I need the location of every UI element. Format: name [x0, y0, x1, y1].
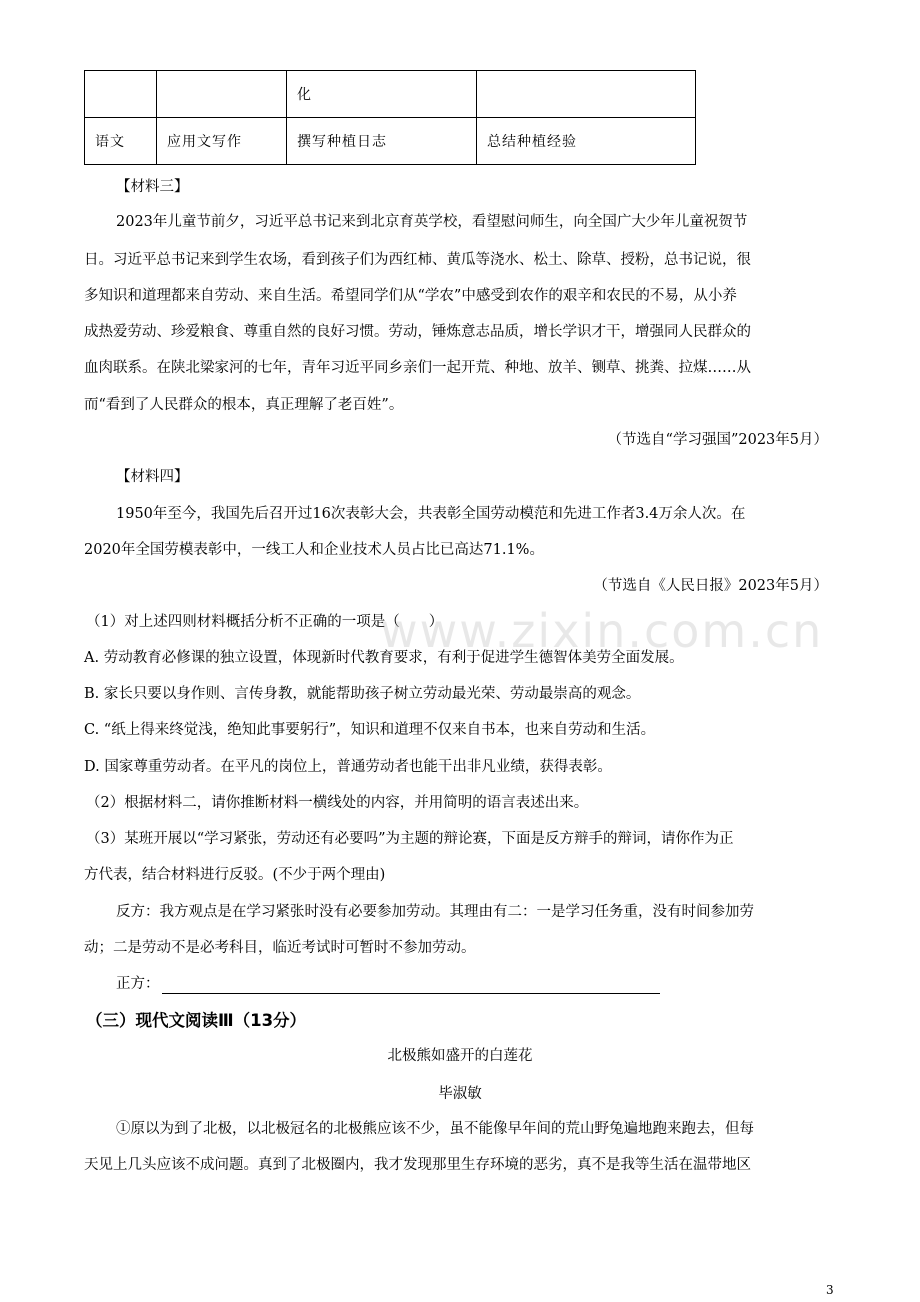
- option-b: B. 家长只要以身作则、言传身教，就能帮助孩子树立劳动最光荣、劳动最崇高的观念。: [84, 686, 641, 702]
- answer-line: [116, 974, 660, 994]
- material3-line: 成热爱劳动、珍爱粮食、尊重自然的良好习惯。劳动，锤炼意志品质，增长学识才干，增强同人民群众的: [84, 324, 751, 340]
- material3-line: 日。习近平总书记来到学生农场，看到孩子们为西红柿、黄瓜等浇水、松土、除草、授粉，总书记说，很: [84, 252, 751, 268]
- question-3: 方代表，结合材料进行反驳。(不少于两个理由): [84, 867, 386, 883]
- material4-line: 1950年至今，我国先后召开过16次表彰大会，共表彰全国劳动模范和先进工作者3.4万余人次。在: [116, 506, 746, 522]
- table-cell: [477, 71, 696, 118]
- article-title: 北极熊如盛开的白莲花: [387, 1048, 533, 1064]
- page-number: 3: [826, 1283, 834, 1297]
- table-cell: 总结种植经验: [477, 118, 696, 165]
- table-cell: 化: [287, 71, 477, 118]
- article-line: ①原以为到了北极，以北极冠名的北极熊应该不少，虽不能像早年间的荒山野兔遍地跑来跑去，但每: [116, 1121, 754, 1137]
- table-cell: 撰写种植日志: [287, 118, 477, 165]
- material4-line: 2020年全国劳模表彰中，一线工人和企业技术人员占比已高达71.1%。: [84, 542, 544, 558]
- question-1: （1）对上述四则材料概括分析不正确的一项是（ ）: [86, 614, 444, 630]
- rebuttal-line: 动；二是劳动不是必考科目，临近考试时可暂时不参加劳动。: [84, 940, 476, 956]
- table-row: [85, 118, 696, 165]
- question-2: （2）根据材料二，请你推断材料一横线处的内容，并用简明的语言表述出来。: [86, 795, 589, 811]
- article-author: 毕淑敏: [438, 1086, 482, 1102]
- watermark: www.zixin.com.cn: [380, 604, 824, 658]
- table-row: [85, 71, 696, 118]
- option-d: D. 国家尊重劳动者。在平凡的岗位上，普通劳动者也能干出非凡业绩，获得表彰。: [84, 759, 612, 775]
- question-3: （3）某班开展以“学习紧张，劳动还有必要吗”为主题的辩论赛，下面是反方辩手的辩词，请你作为正: [86, 831, 734, 847]
- table-cell: 应用文写作: [157, 118, 287, 165]
- material3-source: （节选自“学习强国”2023年5月）: [607, 432, 828, 448]
- material4-title: 【材料四】: [116, 469, 189, 485]
- material4-source: （节选自《人民日报》2023年5月）: [593, 578, 828, 594]
- section-heading: （三）现代文阅读Ⅲ（13分）: [86, 1011, 307, 1030]
- material3-line: 血肉联系。在陕北梁家河的七年，青年习近平同乡亲们一起开荒、种地、放羊、铡草、挑粪、拉煤……从: [84, 360, 751, 376]
- table-cell: [85, 71, 157, 118]
- material3-title: 【材料三】: [116, 179, 189, 195]
- table-cell: [157, 71, 287, 118]
- material3-line: 多知识和道理都来自劳动、来自生活。希望同学们从“学农”中感受到农作的艰辛和农民的不易，从小养: [84, 288, 737, 304]
- article-line: 天见上几头应该不成问题。真到了北极圈内，我才发现那里生存环境的恶劣，真不是我等生活在温带地区: [84, 1157, 751, 1173]
- curriculum-table: [84, 70, 696, 165]
- option-c: C. “纸上得来终觉浅，绝知此事要躬行”，知识和道理不仅来自书本，也来自劳动和生活。: [84, 722, 656, 738]
- option-a: A. 劳动教育必修课的独立设置，体现新时代教育要求，有利于促进学生德智体美劳全面发展。: [84, 650, 684, 666]
- table-cell: 语文: [85, 118, 157, 165]
- rebuttal-line: 反方：我方观点是在学习紧张时没有必要参加劳动。其理由有二：一是学习任务重，没有时间参加劳: [116, 904, 754, 920]
- material3-line: 而“看到了人民群众的根本，真正理解了老百姓”。: [84, 397, 404, 413]
- answer-blank[interactable]: [162, 979, 660, 994]
- material3-line: 2023年儿童节前夕，习近平总书记来到北京育英学校，看望慰问师生，向全国广大少年儿童祝贺节: [116, 214, 748, 230]
- answer-label: 正方：: [116, 976, 160, 992]
